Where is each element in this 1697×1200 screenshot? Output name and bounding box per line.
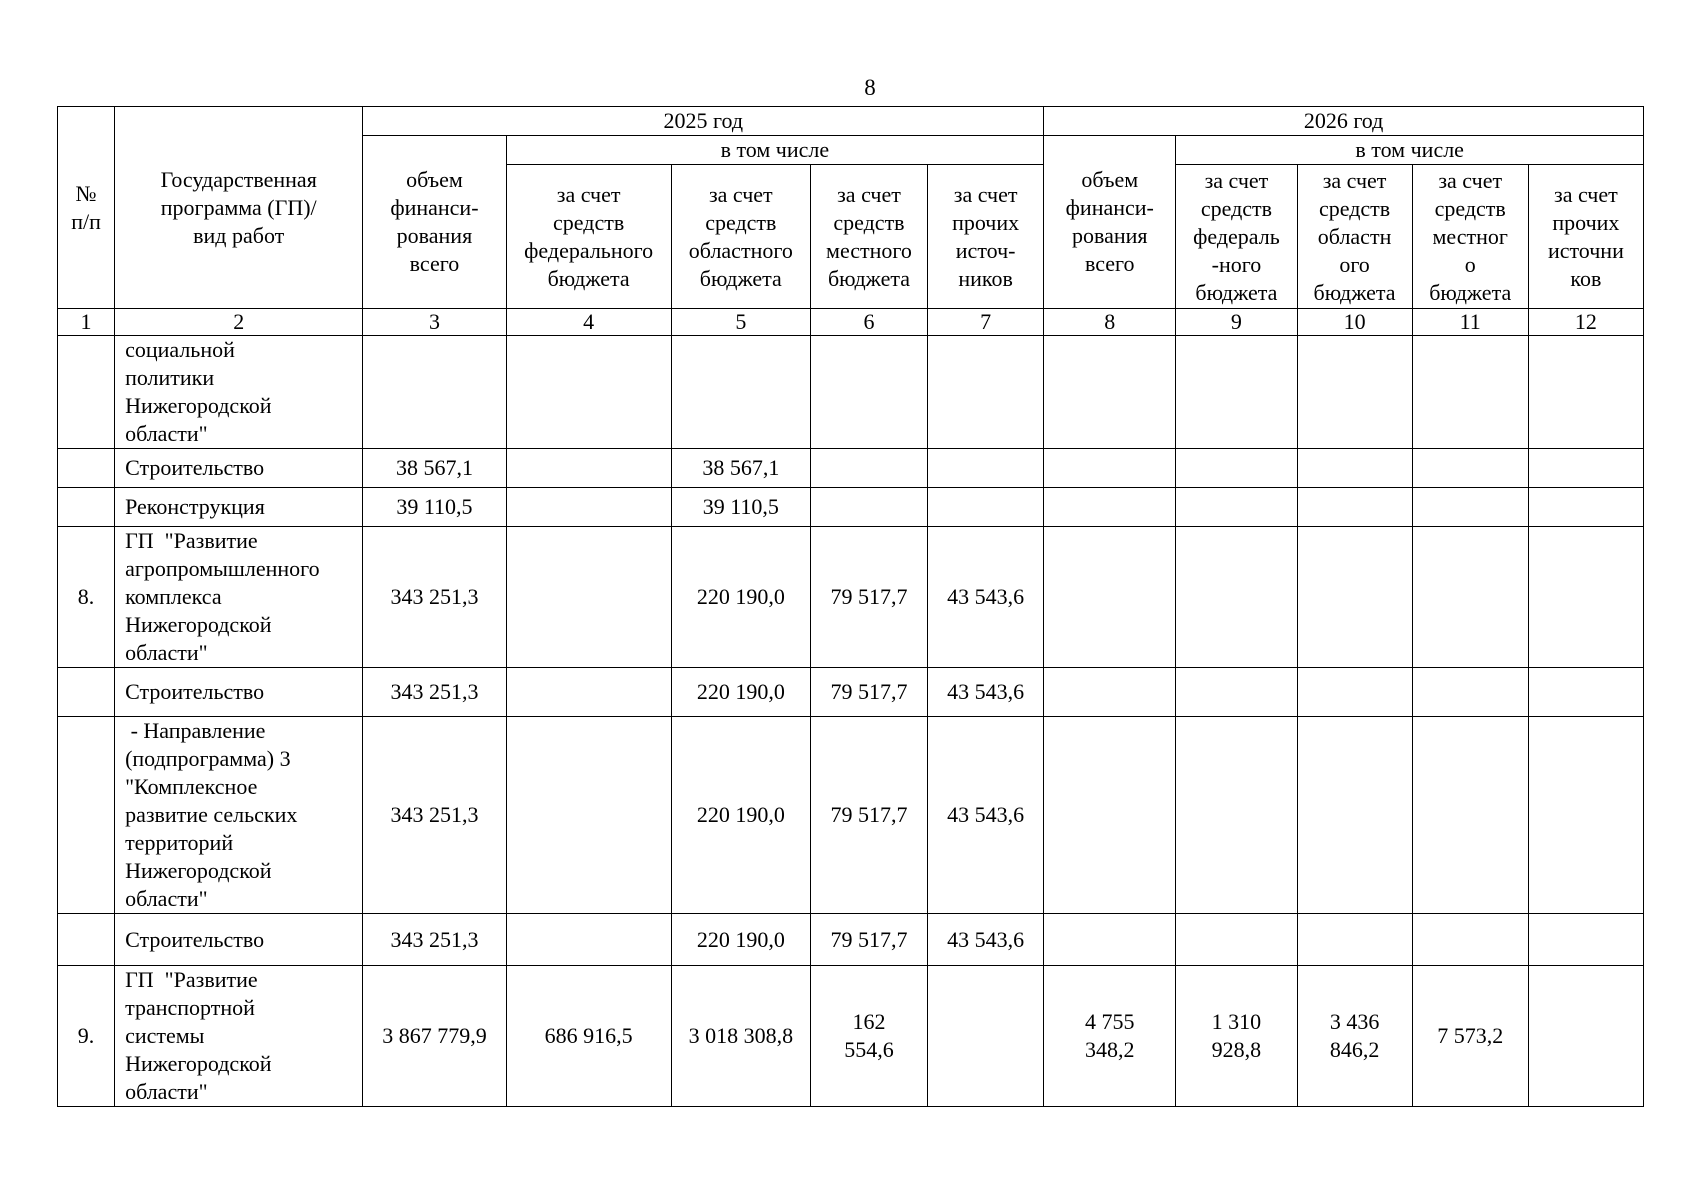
cell-federal-2025: 686 916,5 <box>506 966 671 1107</box>
row-name-line: области" <box>125 640 208 665</box>
header-line: за счет <box>953 181 1018 207</box>
cell-local-2025: 162 554,6 <box>810 966 927 1107</box>
cell-regional-2025: 220 190,0 <box>671 527 810 668</box>
table-row <box>58 527 1644 668</box>
cell-regional-2026: 3 436 846,2 <box>1297 966 1412 1107</box>
cell-regional-2025: 39 110,5 <box>671 488 810 527</box>
header-line: источни <box>1547 237 1624 263</box>
header-line: бюджета <box>699 265 782 291</box>
header-line: за счет <box>1438 167 1503 193</box>
row-name-line: Строительство <box>125 926 265 952</box>
cell-federal-2026 <box>1176 668 1297 717</box>
cell-local-2025: 79 517,7 <box>810 668 927 717</box>
header-line: за счет <box>837 181 901 207</box>
cell-regional-2026 <box>1297 527 1412 668</box>
cell-total-2026 <box>1044 336 1176 449</box>
cell-total-2025: 343 251,3 <box>363 527 506 668</box>
cell-total-2025: 343 251,3 <box>363 914 506 966</box>
column-number: 5 <box>671 309 810 336</box>
cell-local-2025: 79 517,7 <box>810 527 927 668</box>
row-number: 9. <box>58 966 115 1107</box>
row-name-line: территорий <box>125 830 234 855</box>
table-row <box>58 668 1644 717</box>
header-federal-2025 <box>506 165 671 309</box>
header-line: областного <box>688 237 793 263</box>
column-number: 1 <box>58 309 115 336</box>
table-row <box>58 449 1644 488</box>
row-name-line: Нижегородской <box>125 858 272 883</box>
row-number: 8. <box>58 527 115 668</box>
cell-local-2025: 79 517,7 <box>810 717 927 914</box>
row-name <box>115 527 363 668</box>
header-year-2025: 2025 год <box>363 107 1044 136</box>
cell-federal-2026 <box>1176 914 1297 966</box>
header-line: бюджета <box>1195 279 1278 305</box>
budget-table <box>57 106 1644 1107</box>
header-line: средств <box>1200 195 1273 221</box>
cell-local-2026 <box>1412 717 1528 914</box>
cell-regional-2025: 38 567,1 <box>671 449 810 488</box>
row-name-line: социальной <box>125 337 235 362</box>
header-line: -ного <box>1211 251 1262 277</box>
cell-federal-2025 <box>506 527 671 668</box>
cell-local-2025 <box>810 336 927 449</box>
cell-federal-2026 <box>1176 488 1297 527</box>
header-other-2026 <box>1528 165 1643 309</box>
cell-total-2026 <box>1044 914 1176 966</box>
cell-regional-2026 <box>1297 717 1412 914</box>
column-number: 6 <box>810 309 927 336</box>
row-name-line: Строительство <box>125 455 265 480</box>
header-total-2026 <box>1044 136 1176 309</box>
cell-federal-2025 <box>506 668 671 717</box>
row-number <box>58 449 115 488</box>
column-number: 8 <box>1044 309 1176 336</box>
cell-other-2026 <box>1528 488 1643 527</box>
row-name <box>115 914 363 966</box>
cell-other-2025 <box>928 488 1044 527</box>
cell-local-2026 <box>1412 914 1528 966</box>
row-name-line: развитие сельских <box>125 802 298 827</box>
header-line: местного <box>826 237 912 263</box>
cell-federal-2025 <box>506 336 671 449</box>
row-name <box>115 966 363 1107</box>
cell-other-2026 <box>1528 668 1643 717</box>
table-row <box>58 914 1644 966</box>
header-line: рования <box>396 223 473 248</box>
header-including-2026: в том числе <box>1176 136 1644 165</box>
cell-other-2025 <box>928 336 1044 449</box>
header-line: средств <box>1434 195 1506 221</box>
cell-regional-2025 <box>671 336 810 449</box>
cell-regional-2026 <box>1297 668 1412 717</box>
row-number <box>58 668 115 717</box>
cell-other-2026 <box>1528 336 1643 449</box>
header-line: программа (ГП)/ <box>160 194 317 220</box>
row-name-line: Строительство <box>125 679 265 704</box>
table-row <box>58 336 1644 449</box>
row-name-line: "Комплексное <box>125 774 258 799</box>
header-line: бюджета <box>1429 279 1512 305</box>
header-line: за счет <box>1322 167 1387 193</box>
row-name-line: области" <box>125 886 208 911</box>
header-including-2025: в том числе <box>506 136 1044 165</box>
row-name-line: Реконструкция <box>125 494 265 519</box>
header-line: объем <box>1081 167 1139 192</box>
cell-federal-2025 <box>506 488 671 527</box>
row-name-line: Нижегородской <box>125 1051 272 1076</box>
row-number <box>58 488 115 527</box>
column-number: 4 <box>506 309 671 336</box>
header-line: финанси- <box>390 195 479 220</box>
row-name-line: транспортной <box>125 995 255 1020</box>
cell-total-2026 <box>1044 449 1176 488</box>
cell-regional-2025: 3 018 308,8 <box>671 966 810 1107</box>
page-number: 8 <box>864 75 876 100</box>
cell-other-2026 <box>1528 914 1643 966</box>
cell-other-2026 <box>1528 717 1643 914</box>
cell-regional-2026 <box>1297 336 1412 449</box>
cell-total-2025: 39 110,5 <box>363 488 506 527</box>
cell-regional-2026 <box>1297 914 1412 966</box>
header-line: областн <box>1317 223 1392 249</box>
table-row <box>58 966 1644 1107</box>
header-line: всего <box>409 251 460 276</box>
cell-regional-2025: 220 190,0 <box>671 717 810 914</box>
header-total-2025 <box>363 136 506 309</box>
header-line: средств <box>1318 195 1391 221</box>
cell-total-2026: 4 755 348,2 <box>1044 966 1176 1107</box>
column-number: 2 <box>115 309 363 336</box>
cell-federal-2026: 1 310 928,8 <box>1176 966 1297 1107</box>
header-line: о <box>1464 251 1476 277</box>
header-line: бюджета <box>547 265 630 291</box>
row-number <box>58 717 115 914</box>
cell-other-2025: 43 543,6 <box>928 914 1044 966</box>
cell-regional-2025: 220 190,0 <box>671 914 810 966</box>
column-number: 3 <box>363 309 506 336</box>
cell-federal-2026 <box>1176 449 1297 488</box>
cell-regional-2026 <box>1297 449 1412 488</box>
cell-federal-2026 <box>1176 336 1297 449</box>
cell-local-2026 <box>1412 668 1528 717</box>
header-line: за счет <box>1554 181 1618 207</box>
header-line: ников <box>958 265 1013 291</box>
cell-local-2025 <box>810 488 927 527</box>
header-local-2026 <box>1412 165 1528 309</box>
header-line: вид работ <box>193 222 285 248</box>
cell-local-2026: 7 573,2 <box>1412 966 1528 1107</box>
header-num-line: № <box>75 180 97 206</box>
header-federal-2026 <box>1176 165 1297 309</box>
row-name-line: комплекса <box>125 584 222 609</box>
header-other-2025 <box>928 165 1044 309</box>
header-line: бюджета <box>1313 279 1396 305</box>
header-line: финанси- <box>1065 195 1154 220</box>
header-line: федераль <box>1193 223 1280 249</box>
header-regional-2025 <box>671 165 810 309</box>
cell-other-2026 <box>1528 449 1643 488</box>
cell-regional-2026 <box>1297 488 1412 527</box>
header-line: за счет <box>1204 167 1269 193</box>
row-name-line: агропромышленного <box>125 556 320 581</box>
header-line: средств <box>553 209 625 235</box>
cell-total-2025: 343 251,3 <box>363 668 506 717</box>
header-line: средств <box>833 209 905 235</box>
header-line: всего <box>1085 251 1135 276</box>
cell-federal-2026 <box>1176 717 1297 914</box>
header-line: объем <box>406 167 463 192</box>
cell-other-2025 <box>928 966 1044 1107</box>
cell-total-2026 <box>1044 527 1176 668</box>
row-name <box>115 449 363 488</box>
row-name-line: Нижегородской <box>125 612 272 637</box>
cell-other-2026 <box>1528 966 1643 1107</box>
cell-total-2025: 343 251,3 <box>363 717 506 914</box>
header-line: Государственная <box>160 166 317 192</box>
cell-federal-2026 <box>1176 527 1297 668</box>
header-line: средств <box>705 209 777 235</box>
cell-total-2026 <box>1044 668 1176 717</box>
row-name-line: системы <box>125 1023 205 1048</box>
row-name-line: политики <box>125 365 215 390</box>
cell-other-2025: 43 543,6 <box>928 527 1044 668</box>
row-name-line: ГП "Развитие <box>125 528 258 553</box>
cell-local-2026 <box>1412 449 1528 488</box>
header-line: ого <box>1339 251 1370 277</box>
cell-total-2025: 3 867 779,9 <box>363 966 506 1107</box>
header-regional-2026 <box>1297 165 1412 309</box>
row-name <box>115 717 363 914</box>
cell-federal-2025 <box>506 449 671 488</box>
column-number: 9 <box>1176 309 1297 336</box>
row-name <box>115 336 363 449</box>
row-number <box>58 336 115 449</box>
cell-total-2025: 38 567,1 <box>363 449 506 488</box>
column-number: 7 <box>928 309 1044 336</box>
row-name-line: области" <box>125 1079 208 1104</box>
row-number <box>58 914 115 966</box>
cell-local-2025: 79 517,7 <box>810 914 927 966</box>
column-number: 10 <box>1297 309 1412 336</box>
header-line: за счет <box>556 181 621 207</box>
header-line: ков <box>1570 265 1602 291</box>
header-line: рования <box>1072 223 1148 248</box>
header-line: прочих <box>1552 209 1620 235</box>
cell-local-2026 <box>1412 527 1528 668</box>
cell-regional-2025: 220 190,0 <box>671 668 810 717</box>
cell-local-2026 <box>1412 336 1528 449</box>
cell-other-2025: 43 543,6 <box>928 717 1044 914</box>
column-number: 11 <box>1412 309 1528 336</box>
row-name-line: (подпрограмма) 3 <box>125 746 291 771</box>
cell-other-2025 <box>928 449 1044 488</box>
header-num <box>58 107 115 309</box>
header-line: источ- <box>955 237 1016 263</box>
column-number: 12 <box>1528 309 1643 336</box>
header-line: бюджета <box>827 265 910 291</box>
header-line: за счет <box>708 181 773 207</box>
row-name-line: - Направление <box>125 718 266 743</box>
cell-total-2026 <box>1044 717 1176 914</box>
header-line: прочих <box>952 209 1020 235</box>
row-name-line: области" <box>125 421 208 446</box>
header-num-line: п/п <box>71 208 101 234</box>
table-row <box>58 717 1644 914</box>
row-name-line: Нижегородской <box>125 393 272 418</box>
cell-total-2026 <box>1044 488 1176 527</box>
table-row <box>58 488 1644 527</box>
header-line: местног <box>1432 223 1508 249</box>
cell-local-2025 <box>810 449 927 488</box>
row-name-line: ГП "Развитие <box>125 967 258 992</box>
header-line: федерального <box>524 237 654 263</box>
row-name <box>115 668 363 717</box>
row-name <box>115 488 363 527</box>
column-number-row <box>58 309 1644 336</box>
cell-other-2026 <box>1528 527 1643 668</box>
cell-local-2026 <box>1412 488 1528 527</box>
cell-other-2025: 43 543,6 <box>928 668 1044 717</box>
cell-federal-2025 <box>506 717 671 914</box>
header-year-2026: 2026 год <box>1044 107 1644 136</box>
cell-total-2025 <box>363 336 506 449</box>
cell-federal-2025 <box>506 914 671 966</box>
header-local-2025 <box>810 165 927 309</box>
header-program <box>115 107 363 309</box>
